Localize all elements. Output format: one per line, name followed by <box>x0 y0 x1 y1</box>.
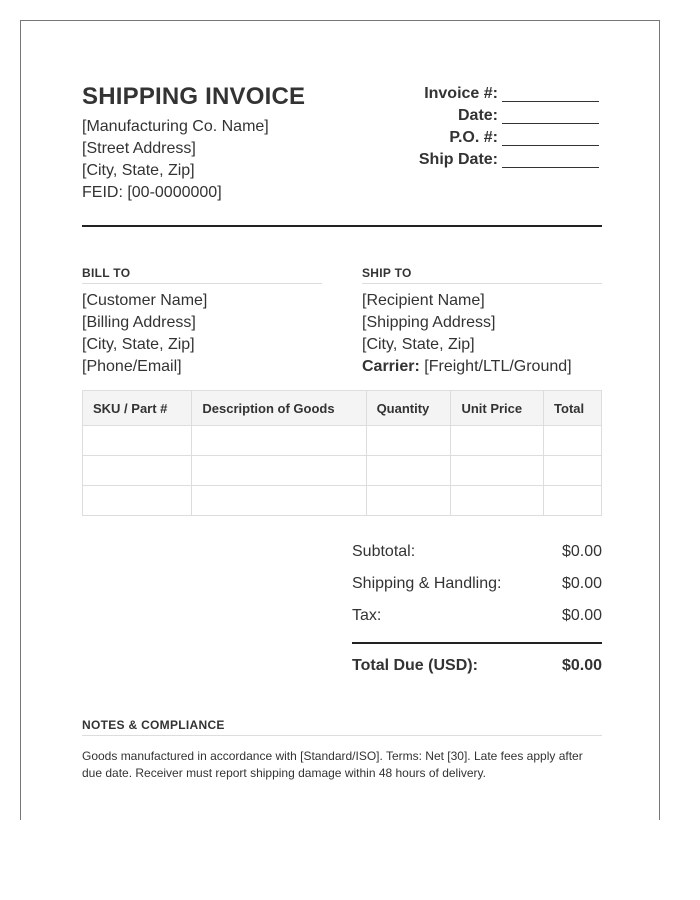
total-due-label: Total Due (USD): <box>352 657 478 674</box>
tax-row <box>352 604 602 636</box>
notes-section <box>82 718 602 782</box>
subtotal-row <box>352 540 602 572</box>
company-street: [Street Address] <box>82 140 196 157</box>
invoice-number-row <box>419 83 599 105</box>
notes-heading: NOTES & COMPLIANCE <box>82 718 602 736</box>
column-header-sku: SKU / Part # <box>83 391 192 426</box>
table-cell[interactable] <box>366 426 451 456</box>
invoice-number-label: Invoice #: <box>424 85 498 102</box>
company-city-state-zip: [City, State, Zip] <box>82 162 195 179</box>
carrier-value: [Freight/LTL/Ground] <box>424 358 572 375</box>
table-cell[interactable] <box>192 486 366 516</box>
invoice-date-row <box>419 105 599 127</box>
po-number-label: P.O. #: <box>449 129 498 146</box>
company-name: [Manufacturing Co. Name] <box>82 118 269 135</box>
bill-to-billing-address: [Billing Address] <box>82 314 196 331</box>
bill-to-section <box>82 266 322 378</box>
shipping-handling-value: $0.00 <box>561 575 602 592</box>
subtotal-label: Subtotal: <box>352 543 416 560</box>
bill-to-heading: BILL TO <box>82 266 322 284</box>
line-items-table <box>82 390 602 516</box>
ship-to-heading: SHIP TO <box>362 266 602 284</box>
invoice-title: SHIPPING INVOICE <box>82 83 306 110</box>
po-number-row <box>419 127 599 149</box>
company-address-block <box>82 116 269 204</box>
table-cell[interactable] <box>544 426 602 456</box>
bill-to-lines <box>82 290 322 378</box>
table-cell[interactable] <box>366 486 451 516</box>
po-number-field[interactable] <box>502 130 599 146</box>
ship-to-carrier-row <box>362 356 602 378</box>
column-header-description: Description of Goods <box>192 391 366 426</box>
table-cell[interactable] <box>544 456 602 486</box>
table-cell[interactable] <box>83 426 192 456</box>
invoice-page <box>20 20 660 820</box>
table-cell[interactable] <box>451 456 544 486</box>
table-header-row <box>83 391 602 426</box>
ship-to-shipping-address: [Shipping Address] <box>362 314 496 331</box>
invoice-meta-block <box>419 83 599 171</box>
table-cell[interactable] <box>366 456 451 486</box>
table-cell[interactable] <box>451 486 544 516</box>
invoice-date-field[interactable] <box>502 108 599 124</box>
tax-value: $0.00 <box>561 607 602 624</box>
table-cell[interactable] <box>192 426 366 456</box>
notes-text: Goods manufactured in accordance with [Standard/ISO]. Terms: Net [30]. Late fees apply after due date. Receiver must report shipping damage within 48 hours of delivery. <box>82 749 583 780</box>
tax-label: Tax: <box>352 607 382 624</box>
bill-to-phone-email: [Phone/Email] <box>82 358 182 375</box>
table-row <box>83 426 602 456</box>
table-cell[interactable] <box>83 456 192 486</box>
bill-to-customer-name: [Customer Name] <box>82 292 208 309</box>
column-header-quantity: Quantity <box>366 391 451 426</box>
invoice-number-field[interactable] <box>502 86 599 102</box>
carrier-label: Carrier: <box>362 358 420 375</box>
ship-date-label: Ship Date: <box>418 151 498 168</box>
column-header-unit-price: Unit Price <box>451 391 544 426</box>
ship-to-city-state-zip: [City, State, Zip] <box>362 336 475 353</box>
table-cell[interactable] <box>544 486 602 516</box>
table-row <box>83 486 602 516</box>
ship-date-field[interactable] <box>502 152 599 168</box>
totals-divider <box>352 642 602 644</box>
table-row <box>83 456 602 486</box>
totals-block <box>352 540 602 686</box>
company-feid: FEID: [00-0000000] <box>82 184 222 201</box>
header-divider <box>82 225 602 227</box>
table-cell[interactable] <box>83 486 192 516</box>
shipping-handling-row <box>352 572 602 604</box>
bill-to-city-state-zip: [City, State, Zip] <box>82 336 195 353</box>
subtotal-value: $0.00 <box>561 543 602 560</box>
ship-to-recipient-name: [Recipient Name] <box>362 292 485 309</box>
total-due-value: $0.00 <box>561 657 602 674</box>
ship-date-row <box>419 149 599 171</box>
total-due-row <box>352 654 602 686</box>
table-cell[interactable] <box>192 456 366 486</box>
ship-to-lines <box>362 290 602 378</box>
shipping-handling-label: Shipping & Handling: <box>352 575 502 592</box>
column-header-total: Total <box>544 391 602 426</box>
invoice-date-label: Date: <box>457 107 498 124</box>
table-cell[interactable] <box>451 426 544 456</box>
ship-to-section <box>362 266 602 378</box>
